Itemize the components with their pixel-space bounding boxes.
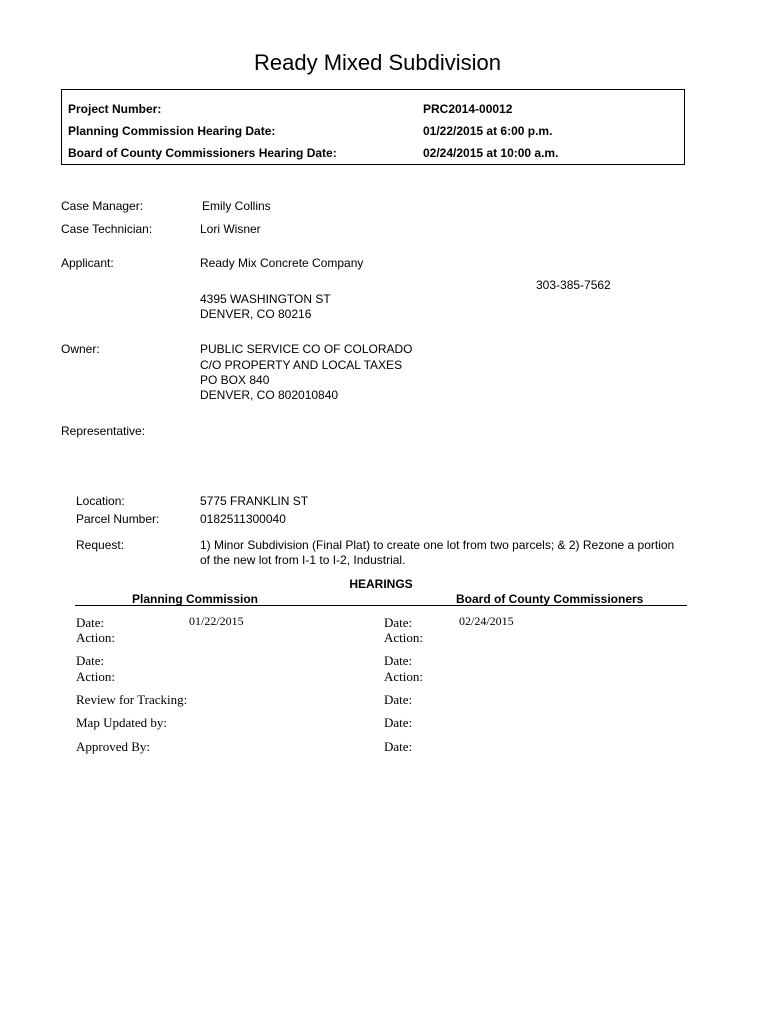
bocc-heading: Board of County Commissioners — [456, 592, 644, 606]
hearings-heading: HEARINGS — [349, 577, 413, 591]
parcel-number-label: Parcel Number: — [76, 512, 160, 526]
applicant-name: Ready Mix Concrete Company — [200, 256, 364, 270]
case-technician-label: Case Technician: — [61, 222, 153, 236]
page-title: Ready Mixed Subdivision — [253, 50, 502, 75]
owner-line-3: PO BOX 840 — [200, 373, 270, 387]
pc-date-1-label: Date: — [76, 615, 105, 630]
applicant-label: Applicant: — [61, 256, 114, 270]
pc-action-2-label: Action: — [76, 669, 115, 684]
project-number-value: PRC2014-00012 — [423, 102, 513, 116]
pc-date-1-value: 01/22/2015 — [189, 614, 244, 628]
parcel-number-value: 0182511300040 — [200, 512, 286, 526]
bocc-date-1-label: Date: — [384, 615, 413, 630]
request-line-1: 1) Minor Subdivision (Final Plat) to create one lot from two parcels; & 2) Rezone a portion — [200, 538, 675, 552]
pc-action-1-label: Action: — [76, 630, 115, 645]
applicant-address-line-1: 4395 WASHINGTON ST — [200, 292, 331, 306]
applicant-address-line-2: DENVER, CO 80216 — [200, 307, 312, 321]
request-label: Request: — [76, 538, 125, 552]
project-number-label: Project Number: — [68, 102, 162, 116]
request-line-2: of the new lot from I-1 to I-2, Industrial. — [200, 553, 406, 567]
location-label: Location: — [76, 494, 125, 508]
hearings-divider — [75, 605, 687, 606]
owner-label: Owner: — [61, 342, 100, 356]
representative-label: Representative: — [61, 424, 146, 438]
case-manager-label: Case Manager: — [61, 199, 144, 213]
map-updated-date-label: Date: — [384, 715, 413, 730]
pc-hearing-value: 01/22/2015 at 6:00 p.m. — [423, 124, 553, 138]
bocc-date-2-label: Date: — [384, 653, 413, 668]
location-value: 5775 FRANKLIN ST — [200, 494, 309, 508]
planning-commission-heading: Planning Commission — [132, 592, 259, 606]
pc-hearing-label: Planning Commission Hearing Date: — [68, 124, 276, 138]
applicant-phone: 303-385-7562 — [536, 278, 611, 292]
case-manager-value: Emily Collins — [202, 199, 271, 213]
approved-date-label: Date: — [384, 739, 413, 754]
approved-by-label: Approved By: — [76, 739, 151, 754]
map-updated-label: Map Updated by: — [76, 715, 167, 730]
case-technician-value: Lori Wisner — [200, 222, 261, 236]
pc-date-2-label: Date: — [76, 653, 105, 668]
owner-line-1: PUBLIC SERVICE CO OF COLORADO — [200, 342, 413, 356]
owner-line-4: DENVER, CO 802010840 — [200, 388, 339, 402]
review-tracking-date-label: Date: — [384, 692, 413, 707]
bocc-date-1-value: 02/24/2015 — [459, 614, 514, 628]
bocc-action-1-label: Action: — [384, 630, 423, 645]
owner-line-2: C/O PROPERTY AND LOCAL TAXES — [200, 358, 403, 372]
bocc-action-2-label: Action: — [384, 669, 423, 684]
bocc-hearing-label: Board of County Commissioners Hearing Date: — [68, 146, 337, 160]
review-tracking-label: Review for Tracking: — [76, 692, 188, 707]
bocc-hearing-value: 02/24/2015 at 10:00 a.m. — [423, 146, 559, 160]
